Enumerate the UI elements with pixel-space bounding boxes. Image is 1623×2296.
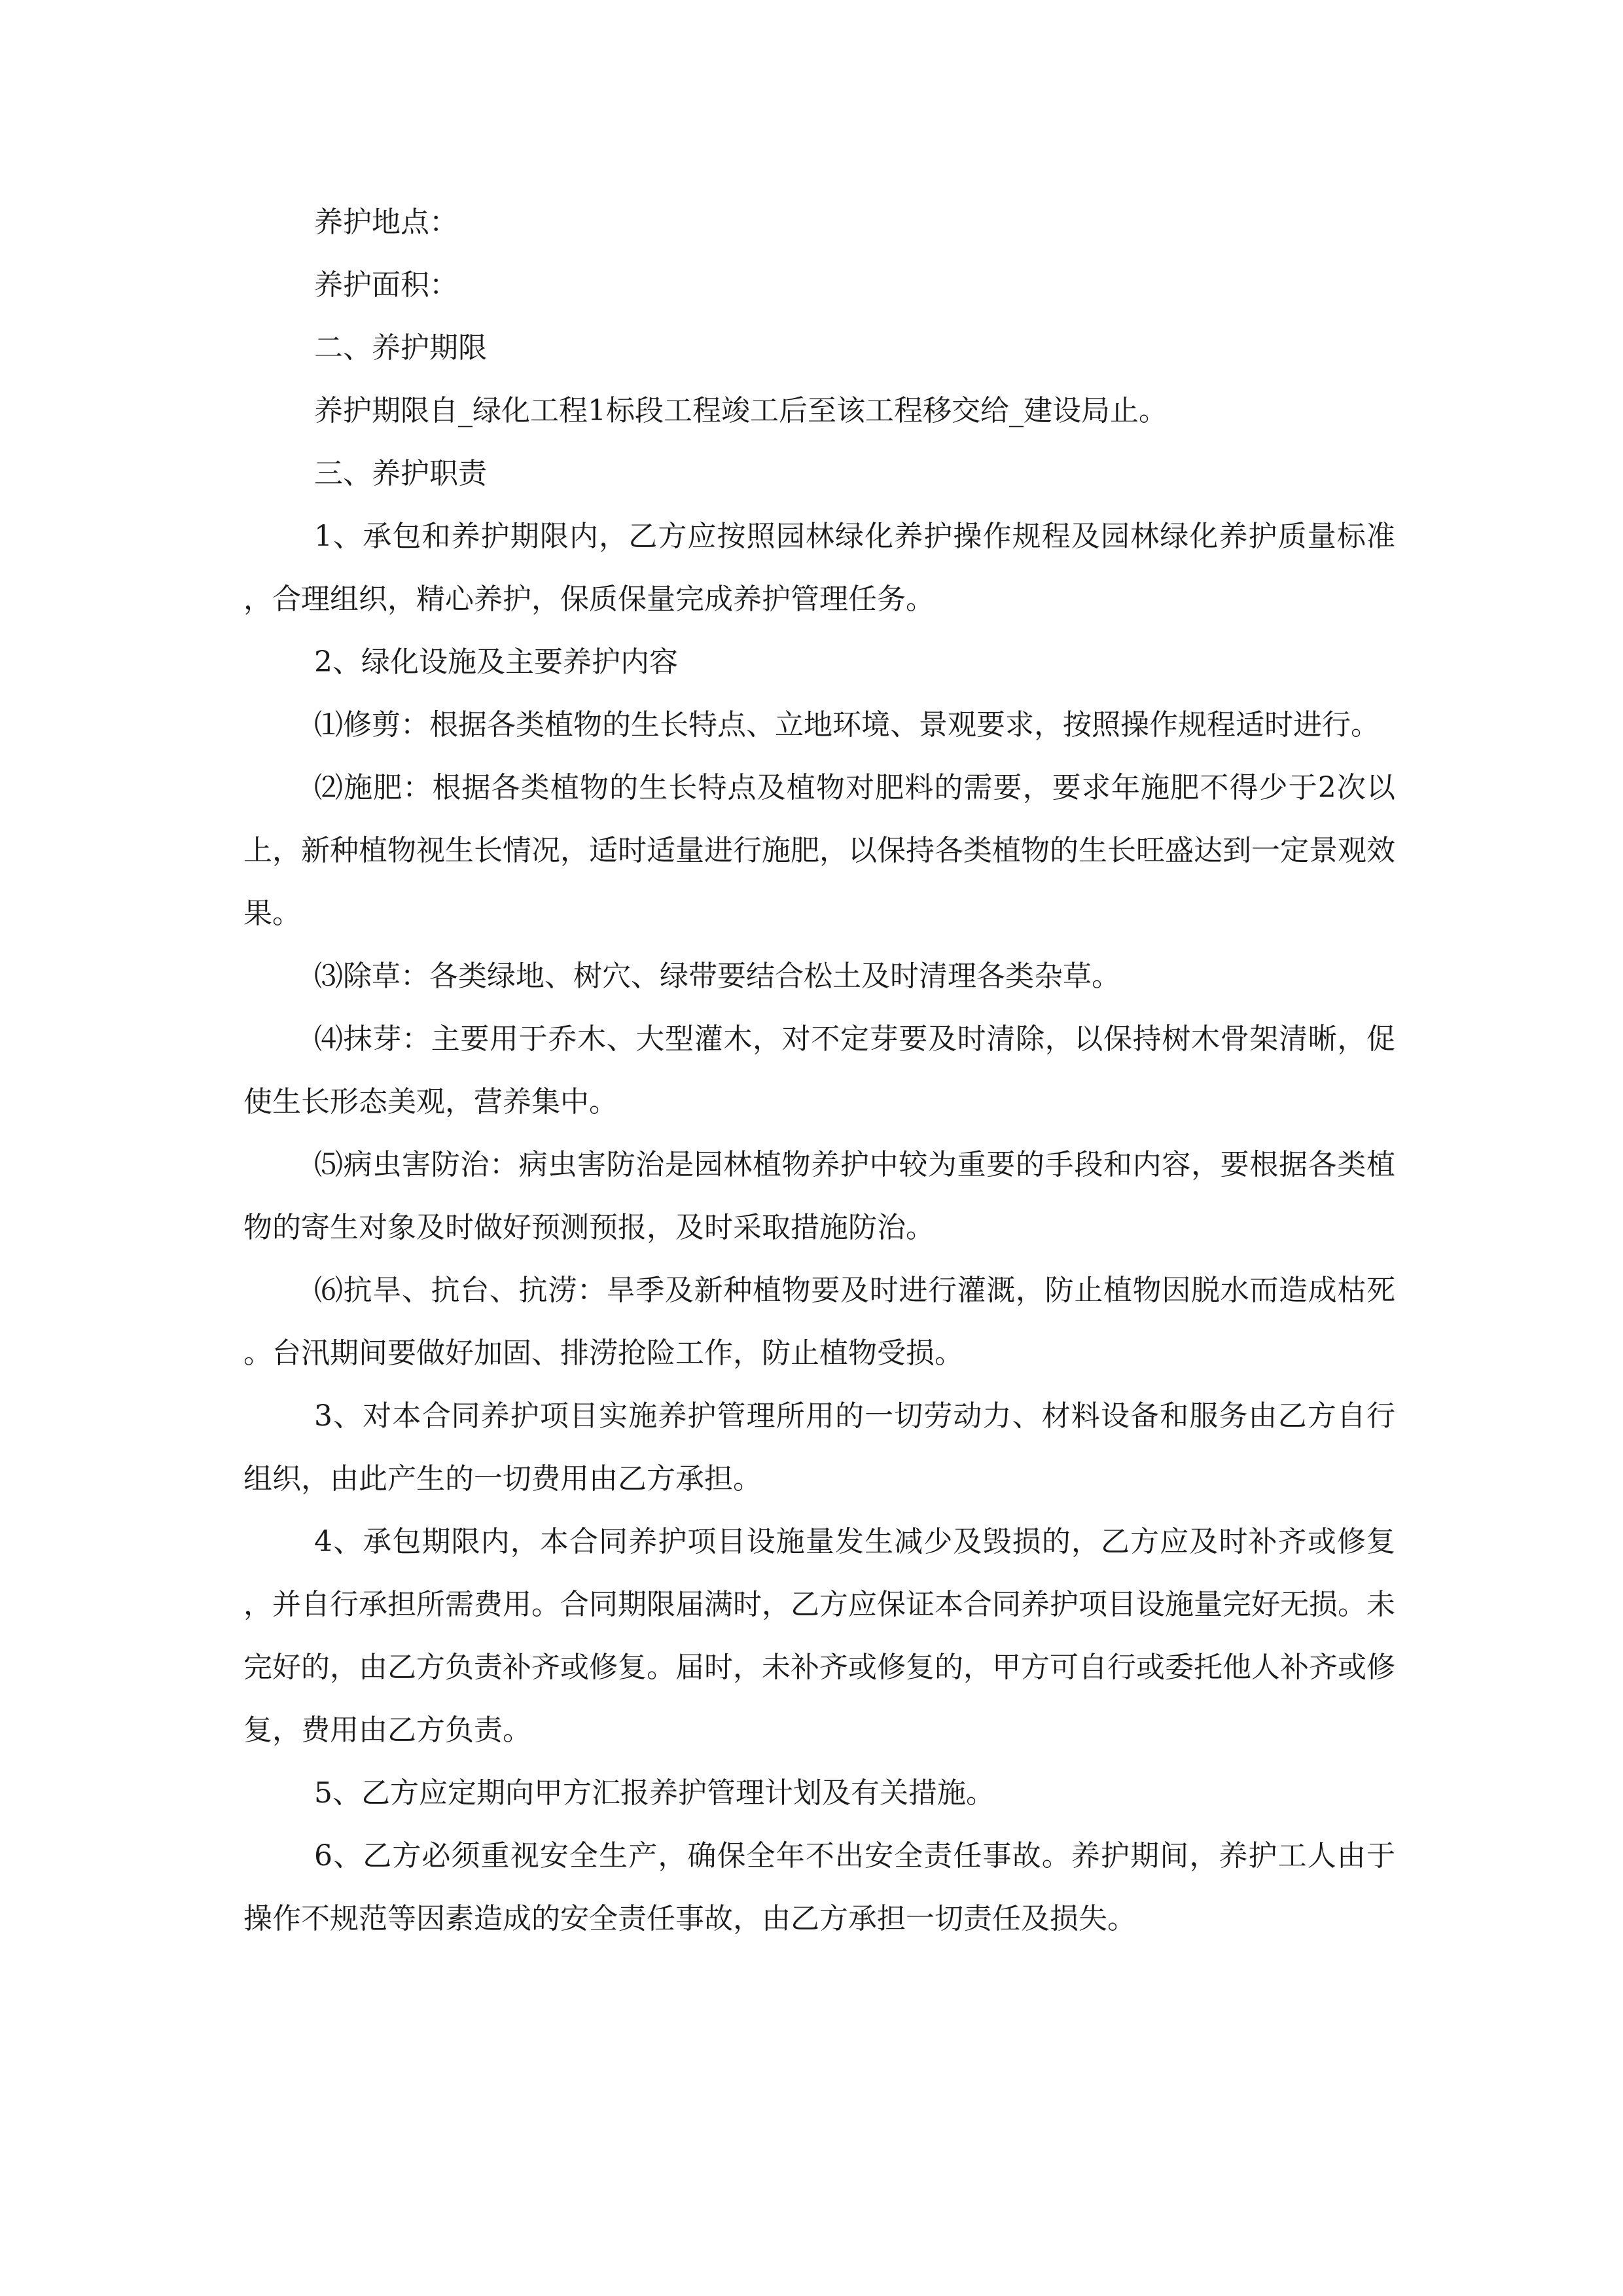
paragraph-duty-4: 4、承包期限内，本合同养护项目设施量发生减少及毁损的，乙方应及时补齐或修复，并自行承担所需费用。合同期限届满时，乙方应保证本合同养护项目设施量完好无损。未完好的，由乙方负责补齐或修复。届时，未补齐或修复的，甲方可自行或委托他人补齐或修复，费用由乙方负责。 (243, 1525, 1395, 1747)
paragraph-duty-6: 6、乙方必须重视安全生产，确保全年不出安全责任事故。养护期间，养护工人由于操作不规范等因素造成的安全责任事故，由乙方承担一切责任及损失。 (243, 1839, 1395, 1935)
paragraph-duty-3: 3、对本合同养护项目实施养护管理所用的一切劳动力、材料设备和服务由乙方自行组织，由此产生的一切费用由乙方承担。 (243, 1399, 1395, 1496)
paragraph-item-pruning: ⑴修剪：根据各类植物的生长特点、立地环境、景观要求，按照操作规程适时进行。 (314, 708, 1380, 742)
paragraph-duty-1: 1、承包和养护期限内，乙方应按照园林绿化养护操作规程及园林绿化养护质量标准，合理组织，精心养护，保质保量完成养护管理任务。 (243, 520, 1395, 616)
paragraph-item-weeding: ⑶除草：各类绿地、树穴、绿带要结合松土及时清理各类杂草。 (314, 960, 1120, 993)
paragraph-item-bud-removal: ⑷抹芽：主要用于乔木、大型灌木，对不定芽要及时清除，以保持树木骨架清晰，促使生长形态美观，营养集中。 (243, 1022, 1395, 1119)
paragraph-item-fertilizing: ⑵施肥：根据各类植物的生长特点及植物对肥料的需要，要求年施肥不得少于2次以上，新种植物视生长情况，适时适量进行施肥，以保持各类植物的生长旺盛达到一定景观效果。 (243, 771, 1395, 930)
paragraph-duty-2: 2、绿化设施及主要养护内容 (314, 645, 678, 679)
paragraph-duty-5: 5、乙方应定期向甲方汇报养护管理计划及有关措施。 (314, 1776, 995, 1810)
paragraph-item-pest-control: ⑸病虫害防治：病虫害防治是园林植物养护中较为重要的手段和内容，要根据各类植物的寄生对象及时做好预测预报，及时采取措施防治。 (243, 1148, 1395, 1244)
paragraph-item-disaster-protection: ⑹抗旱、抗台、抗涝：旱季及新种植物要及时进行灌溉，防止植物因脱水而造成枯死。台汛期间要做好加固、排涝抢险工作，防止植物受损。 (243, 1274, 1395, 1370)
paragraph-maintenance-location: 养护地点： (314, 206, 458, 239)
paragraph-maintenance-area: 养护面积： (314, 268, 458, 302)
document-body (243, 191, 1395, 1950)
paragraph-term-detail: 养护期限自_绿化工程1标段工程竣工后至该工程移交给_建设局止。 (314, 394, 1168, 427)
section-heading-duties: 三、养护职责 (314, 457, 487, 490)
section-heading-term: 二、养护期限 (314, 331, 487, 365)
